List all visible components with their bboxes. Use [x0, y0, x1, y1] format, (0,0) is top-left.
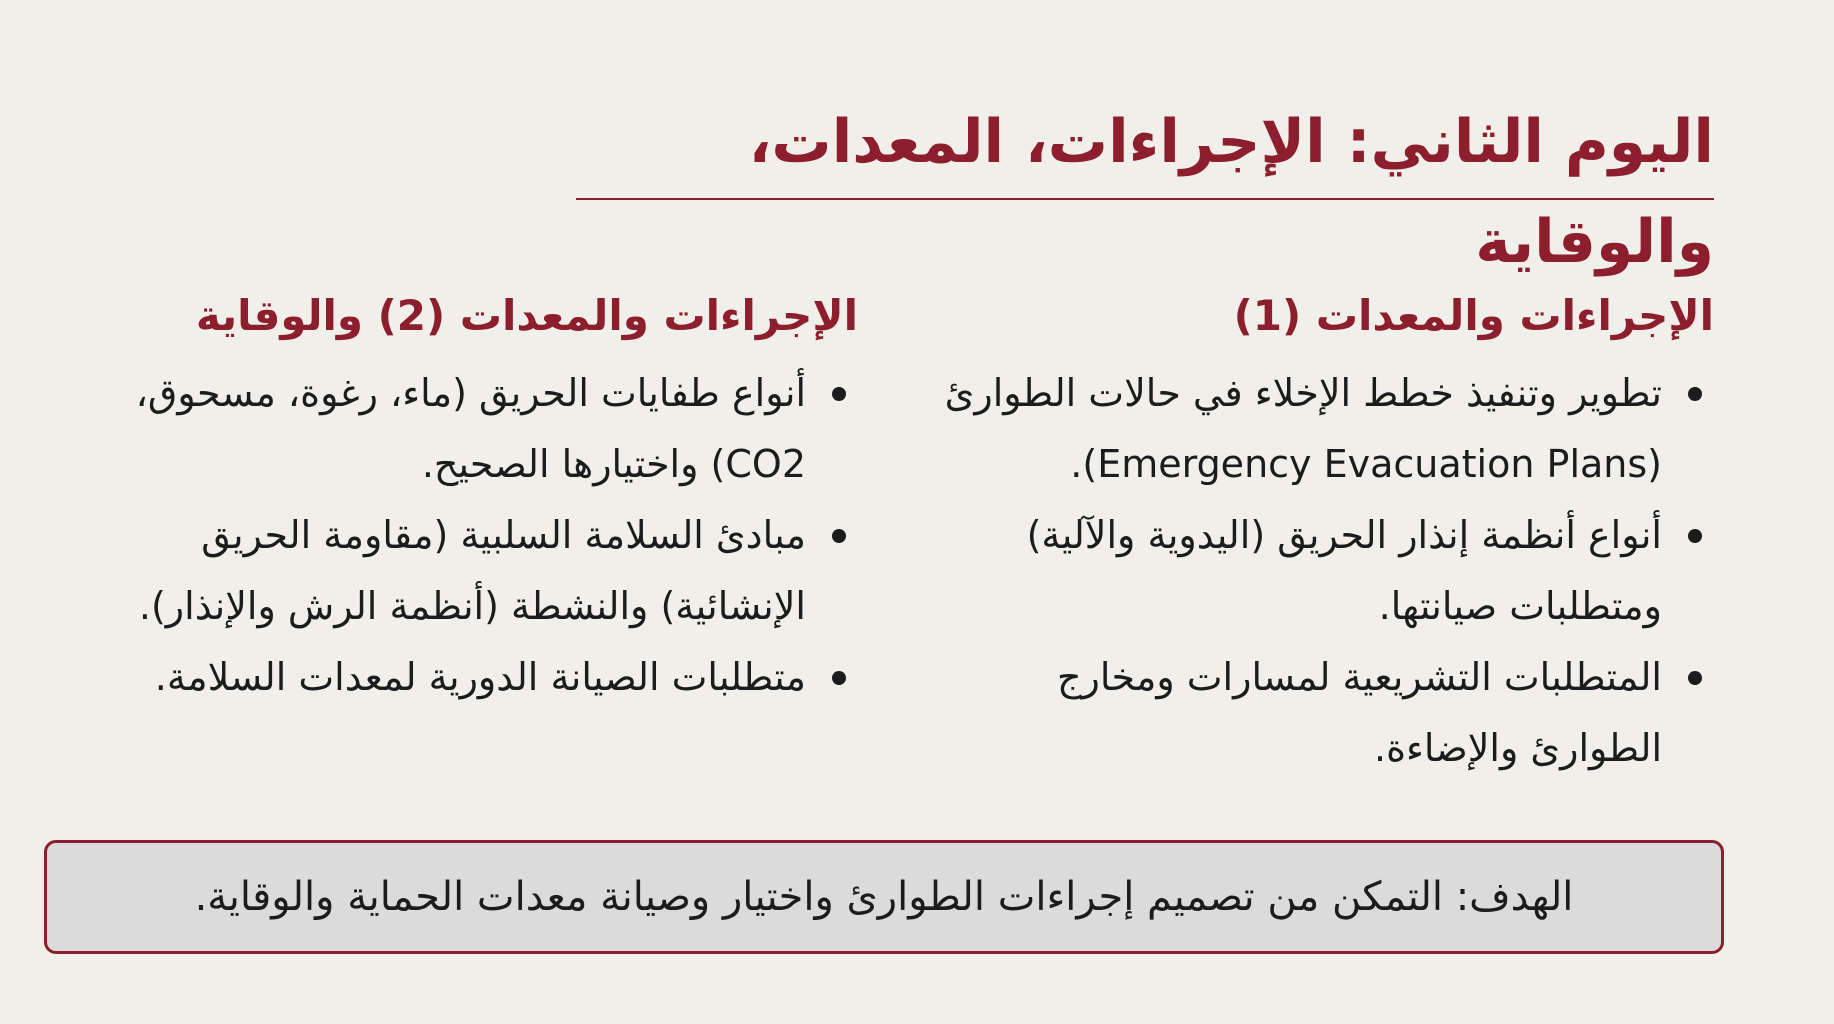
procedures-equipment-column-2: [58, 284, 858, 713]
bullet-text: تطوير وتنفيذ خطط الإخلاء في حالات الطوارئ (Emergency Evacuation Plans).: [944, 371, 1662, 486]
bullet-text: أنواع أنظمة إنذار الحريق (اليدوية والآلية) ومتطلبات صيانتها.: [1026, 513, 1662, 628]
column-heading: الإجراءات والمعدات (1): [1233, 291, 1714, 340]
list-item: [914, 358, 1714, 500]
bullet-icon: [1688, 387, 1702, 401]
bullet-text: مبادئ السلامة السلبية (مقاومة الحريق الإنشائية) والنشطة (أنظمة الرش والإنذار).: [138, 513, 806, 628]
bullet-icon: [832, 529, 846, 543]
list-item: [914, 642, 1714, 784]
bullet-list: [58, 358, 858, 713]
bullet-list: [914, 358, 1714, 784]
title-underline: [576, 198, 1714, 200]
procedures-equipment-column-1: [914, 284, 1714, 784]
bullet-text: متطلبات الصيانة الدورية لمعدات السلامة.: [154, 655, 806, 699]
list-item: [58, 358, 858, 500]
bullet-icon: [832, 671, 846, 685]
goal-text: الهدف: التمكن من تصميم إجراءات الطوارئ واختيار وصيانة معدات الحماية والوقاية.: [194, 874, 1574, 920]
column-heading: الإجراءات والمعدات (2) والوقاية: [195, 291, 858, 340]
goal-box: [44, 840, 1724, 954]
list-item: [58, 642, 858, 713]
list-item: [58, 500, 858, 642]
bullet-icon: [1688, 529, 1702, 543]
bullet-text: أنواع طفايات الحريق (ماء، رغوة، مسحوق، CO2) واختيارها الصحيح.: [135, 371, 806, 486]
bullet-icon: [1688, 671, 1702, 685]
list-item: [914, 500, 1714, 642]
slide-title: اليوم الثاني: الإجراءات، المعدات، والوقاية: [748, 107, 1714, 277]
bullet-text: المتطلبات التشريعية لمسارات ومخارج الطوارئ والإضاءة.: [1057, 655, 1662, 770]
bullet-icon: [832, 387, 846, 401]
